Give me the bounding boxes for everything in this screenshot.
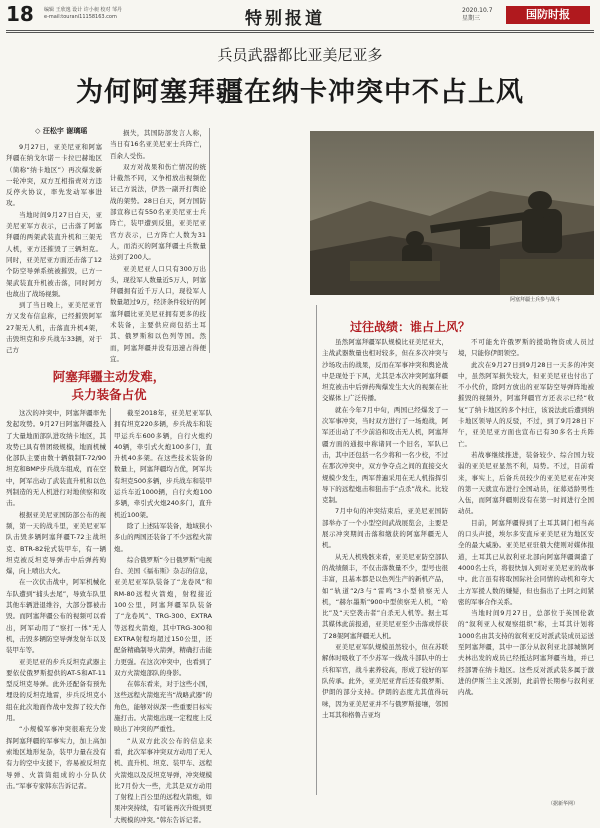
paragraph: 当地时间9月27日，总部位于英国伦敦的“叙利亚人权观察组织”称，土耳其计划将1000名由其支持的叙利亚反对派武装成员运送至阿塞拜疆，其中一部分从叙利亚北部城镇阿夫林出发的成员已经抵达阿塞拜疆当地，并已经部署在纳卡地区。这些反对派武装多属于激进的伊斯兰主义派别，此前曾长期参与叙利亚内战。 (458, 609, 594, 697)
date-text: 2020.10.7 (462, 7, 493, 14)
photo-caption: 阿塞拜疆士兵参与战斗 (510, 297, 561, 303)
paragraph: 除了上述陆军装备，地域狭小多山的两国还装备了不少远程火箭炮。 (114, 521, 212, 553)
credits-email: e-mail:tourani11158163.com (44, 14, 117, 20)
column-divider (110, 408, 111, 818)
paragraph: 损失，其国防部发言人称，当日有16名亚美尼亚士兵阵亡，百余人受伤。 (110, 129, 206, 160)
photo-image (310, 131, 594, 295)
editor-credits (44, 7, 174, 21)
soldiers-photo (310, 131, 594, 295)
credits-line: 编辑 王欣逸 设计 许小昶 校对 邹丹 (44, 7, 122, 13)
byline: ◇ 汪松宇 谢璃瑶 (35, 127, 88, 135)
page-number: 18 (6, 2, 34, 26)
paragraph: 在韩东看来，对于这些小国，这些远程火箭炮充当“战略武器”的角色，能够对纵深一些重要目标实施打击。火箭炮出现一定程度上反映出了冲突的严重性。 (114, 680, 212, 734)
paragraph: 亚美尼亚的步兵反坦克武器主要依仗俄罗斯提供的AT-5和AT-11型反坦克导弹。此外还配备有预先埋设的反坦克地雷，步兵反坦克小组在此次地面作战中发挥了较大作用。 (6, 657, 106, 723)
section-title: 特别报道 (245, 9, 325, 29)
subheading-line: 阿塞拜疆主动发难， (52, 369, 166, 384)
text-column-3 (322, 337, 448, 807)
paragraph: 在一次伏击战中，阿军机械化车队遭到“捕头去尾”，导致车队里其他车辆进退维谷，大部分都被击毁。而阿塞拜疆公布的视频可以看出，阿军动用了“察打一体”无人机，击毁多辆防空导弹发射车以及装甲车等。 (6, 578, 106, 655)
article-subtitle: 兵员武器都比亚美尼亚多 (217, 46, 383, 64)
article-headline: 为何阿塞拜疆在纳卡冲突中不占上风 (76, 77, 524, 108)
paragraph: 7月中旬的冲突结束后，亚美尼亚国防部举办了一个小型空间武战展览会，主要是展示冲突期间击落和缴获的阿塞拜疆无人机。 (322, 507, 448, 550)
column-divider (316, 305, 317, 795)
paragraph: 根据亚美尼亚国防部公布的视频，第一天的战斗里，亚美尼亚军队击毁多辆阿塞拜疆T-72主战坦克、BTR-82轮式装甲车，有一辆坦克被反坦克导弹击中后弹药殉爆，向上喷出大火。 (6, 510, 106, 576)
paragraph: 亚美尼亚人口只有300万出头，现役军人数量近5万人，阿塞拜疆拥有近千万人口，现役军人数量超过9万，经济条件较好的阿塞拜疆比亚美尼亚拥有更多的技术装备，主要供应商包括土耳其、俄罗斯和以色列等国。然而，阿塞拜疆并没有迅速占得便宜。 (110, 264, 206, 363)
subheading-line: 兵力装备占优 (71, 387, 147, 402)
paragraph: 目前，阿塞拜疆得到了土耳其调门相当高的口头声援，埃尔多安直斥亚美尼亚为地区安全的最大威胁。亚美尼亚驻俄大使则对媒体报道，土耳其已从叙利亚北部向阿塞拜疆调遣了4000名士兵，将很快加入到对亚美尼亚的战事中。此言虽有将取国际社会同情的动机和夸大土方军援人数的嫌疑，但也指出了土阿之间紧密的军事合作关系。 (458, 518, 594, 606)
paragraph: 当地时间9月27日白天，亚美尼亚军方表示，已击落了阿塞拜疆的两架武装直升机和三架无人机，亚方还摧毁了三辆坦克。同时，亚美尼亚方面还击落了12个防空导弹系统被摧毁，已方一架武装直升机被击落，同时阿方也故出了战场视频。 (6, 210, 102, 298)
paragraph: “小规模军事冲突很难充分发挥阿塞拜疆的军事实力，加上高加索地区地形复杂，装甲力量在没有有力的空中支援下，容易被反坦克导弹、火箭筒组成的小分队伏击。”军事专家韩东告诉记者。 (6, 725, 106, 790)
paragraph: 就在今年7月中旬，两国已经爆发了一次军事冲突，当时双方进行了一场炮战，阿军还出动了不少前沿和攻击无人机，阿塞拜疆方面的通报中称诸同一个旧名，军队已击，其中还包括一名少将和一名少校，不过在那次冲突中，双方争夺点之间的直接交火规模少发生，两军普遍采用在无人机指挥引导下的远程炮击和狙击手“点杀”战术。比较克制。 (322, 405, 448, 505)
paragraph: 从无人机残骸来看，亚美尼亚防空部队的战绩颇丰，不仅击落数量不少，型号也很丰富，且基本都是以色列生产的新机产品，如“轨道”2/3与“雷鸣”3小型侦察无人机，“赫尔墨斯”900中型侦察无人机，“哈比”及“天空袭击者”自杀无人机等。据土耳其媒体此前报道，亚美尼亚至少击落或俘获了28架阿塞拜疆无人机。 (322, 552, 448, 640)
paragraph: 9月27日，亚美尼亚和阿塞拜疆在纳戈尔诺－卡拉巴赫地区（简称“纳卡地区”）再次爆发新一轮冲突，双方互相指责对方违反停火协议，率先发动军事进攻。 (6, 143, 102, 208)
source-note: （据新华网） (548, 801, 579, 807)
text-column-5 (6, 408, 106, 818)
section-subheading (20, 368, 198, 404)
weekday-text: 星期三 (462, 15, 481, 22)
text-column-1 (6, 142, 102, 355)
paragraph: 此次在9月27日到9月28日一天多的冲突中，虽然阿军损失较大，但亚美尼亚也付出了不小代价，除阿方放出的亚军防空导弹阵地被摧毁的视频外，阿塞拜疆官方还表示已经“收复”了纳卡地区的多个村庄，该说法此后遭到纳卡地区领导人的反驳，不过，到了9月28日下午，亚美尼亚方面也宣布已有30多名士兵阵亡。 (458, 360, 594, 448)
issue-date (462, 7, 493, 23)
paragraph: 综合俄罗斯“今日俄罗斯”电视台、美国《福布斯》杂志的信息，亚美尼亚军队装备了“龙卷风”和RM-80远程火箭炮，射程接近100公里，阿塞拜疆军队装备了“龙卷风”、TRG-300、EXTRA等远程火箭炮，其中TRG-300和EXTRA射程均超过150公里，还配备精确制导火箭弹，精确打击能力更强。在这次冲突中，也看到了双方火箭炮部队的身影。 (114, 555, 212, 677)
text-column-4 (458, 337, 594, 807)
paragraph: 虽然阿塞拜疆军队规模比亚美尼亚大，主战武器数量也相对较多，但在多次冲突与沙场攻击的战果，反而在军事冲突和舆论战中是现处于下风，尤其是本次冲突阿塞拜疆坦克被击中后弹药殉爆发生大火的视频在社交媒体上广泛传播。 (322, 338, 448, 403)
paragraph: “从双方此次公布的信息来看，此次军事冲突双方动用了无人机、直升机、坦克、装甲车、远程火箭炮以及反坦克导弹，冲突规模比7月份大一些，尤其是双方动用了射程上百公里的远程火箭炮，如果冲突持续，有可能再次升级到更大规模的冲突。”韩东告诉记者。 (114, 736, 212, 824)
header-rule (6, 30, 594, 31)
paragraph: 截至2018年，亚美尼亚军队拥有坦克220多辆，步兵战车和装甲运兵车600多辆，自行火炮约40辆，牵引式火炮100多门，直升机40多架。在这些技术装备的数量上，阿塞拜疆均占优，阿军共有坦克500多辆，步兵战车和装甲运兵车近1000辆，自行火炮100多辆，牵引式火炮240多门，直升机近100架。 (114, 409, 212, 519)
header-rule-thin (6, 32, 594, 33)
newspaper-logo: 国防时报 (506, 6, 590, 24)
page-header (0, 0, 600, 30)
paragraph: 双方对战果和伤亡情况的统计截然不同，又争相放出视频佐证己方说法，伊然一副开打舆论战的架势。28日白天，阿方国防部宣称已有550名亚美尼亚士兵阵亡，装甲遭到反狙，亚美尼亚官方表示，已方阵亡人数为31人，而消灭的阿塞拜疆士兵数量达到了200人。 (110, 162, 206, 262)
paragraph: 这次的冲突中，阿塞拜疆率先发起攻势。9月27日阿塞拜疆投入了大量地面部队进攻纳卡地区，其攻势已具有曾团级规模，地面机械化部队主要由数十辆俄制T-72/90坦克和BMP步兵战车组成，而在空中，阿军出动了武装直升机和以色列制造的无人机进行对地侦察和攻击。 (6, 409, 106, 508)
text-column-2 (110, 128, 206, 363)
paragraph: 到了当日晚上，亚美尼亚官方又发布信息称，已经摧毁阿军27架无人机，击落直升机4架，击毁坦克和步兵战车33辆，对于己方 (6, 301, 102, 355)
section-subheading: 过往战绩：谁占上风？ (350, 320, 471, 334)
paragraph: 不可能允许俄罗斯的援助物资或人员过境，只能你伊朗领空。 (458, 338, 594, 358)
column-divider (209, 128, 210, 353)
paragraph: 若战事继续推进，装备较少、综合国力较弱的亚美尼亚显然不利，局势。不过，目前看来，事实上，后备兵员较少的亚美尼亚在冲突的第一天就宣布进行全国动员，征募适龄男性入伍，而阿塞拜疆则没有在第一时间进行全国动员。 (458, 450, 594, 516)
text-column-6 (114, 408, 212, 824)
paragraph: 亚美尼亚军队规模虽然较小，但在苏联解体时吸收了不少苏军一线战斗部队中的士兵和军官，战斗素养较高，形成了较好的军队传承。此外，亚美尼亚背后还有俄罗斯、伊朗的部分支持。伊朗的态度尤其值得玩味，因为亚美尼亚并不与俄罗斯接壤，邻国土耳其和格鲁吉亚均 (322, 643, 448, 719)
